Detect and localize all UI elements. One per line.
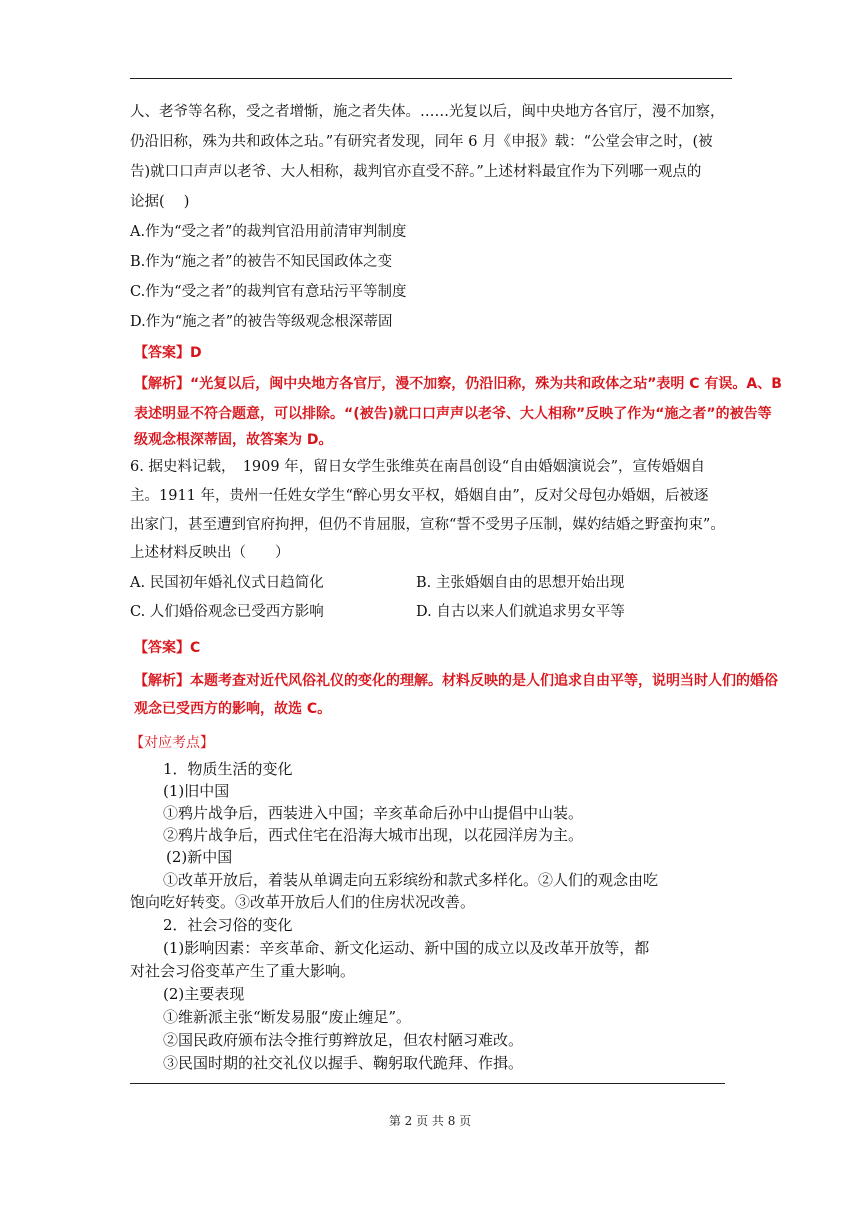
q6-option-b: B. 主张婚姻自由的思想开始出现 bbox=[416, 575, 625, 591]
kaodian-line-11: (2)主要表现 bbox=[163, 985, 245, 1003]
q5-analysis-line-1 bbox=[134, 374, 782, 394]
q6-line-2: 主。1911 年，贵州一任姓女学生“醉心男女平权，婚姻自由”，反对父母包办婚姻，后被逐 bbox=[130, 488, 709, 504]
q5-line-2: 仍沿旧称，殊为共和政体之玷。”有研究者发现，同年 6 月《申报》载：“公堂会审之时，(被 bbox=[130, 134, 713, 150]
header-rule bbox=[130, 78, 732, 79]
kaodian-line-4: ②鸦片战争后，西式住宅在沿海大城市出现，以花园洋房为主。 bbox=[163, 826, 584, 844]
q5-option-b: B.作为“施之者”的被告不知民国政体之变 bbox=[130, 254, 393, 270]
kaodian-line-3: ①鸦片战争后，西装进入中国；辛亥革命后孙中山提倡中山装。 bbox=[163, 804, 584, 822]
kaodian-line-6: ①改革开放后，着装从单调走向五彩缤纷和款式多样化。②人们的观念由吃 bbox=[163, 871, 659, 889]
q5-analysis-label: 【解析】 bbox=[134, 376, 190, 392]
q6-analysis-line-2: 观念已受西方的影响，故选 C。 bbox=[134, 701, 332, 717]
kaodian-line-9: (1)影响因素：辛亥革命、新文化运动、新中国的成立以及改革开放等，都 bbox=[163, 939, 650, 957]
q6-line-4: 上述材料反映出（ ） bbox=[130, 545, 290, 561]
q6-answer-label: 【答案】 bbox=[134, 640, 190, 656]
kaodian-line-12: ①维新派主张“断发易服“废止缠足”。 bbox=[163, 1008, 412, 1026]
kaodian-line-5: (2)新中国 bbox=[166, 848, 233, 866]
q5-analysis-line-2: 表述明显不符合题意，可以排除。“(被告)就口口声声以老爷、大人相称”反映了作为“施之者”的被告等 bbox=[134, 406, 772, 422]
kaodian-line-10: 对社会习俗变革产生了重大影响。 bbox=[130, 962, 356, 980]
q5-line-4: 论据( ) bbox=[130, 194, 190, 210]
q5-answer-value: D bbox=[190, 345, 202, 361]
q6-analysis-label: 【解析】 bbox=[134, 673, 190, 689]
q5-analysis-text-1: “光复以后，闽中央地方各官厅，漫不加察，仍沿旧称，殊为共和政体之玷”表明 C 有误。A、B bbox=[190, 376, 782, 392]
q5-option-d: D.作为“施之者”的被告等级观念根深蒂固 bbox=[130, 314, 393, 330]
footer-rule bbox=[130, 1083, 725, 1084]
q5-line-1: 人、老爷等名称，受之者增惭，施之者失体。……光复以后，闽中央地方各官厅，漫不加察， bbox=[130, 104, 725, 120]
q5-option-a: A.作为“受之者”的裁判官沿用前清审判制度 bbox=[130, 224, 407, 240]
q6-line-3: 出家门，甚至遭到官府拘押，但仍不肯屈服，宣称“誓不受男子压制，媒妁结婚之野蛮拘束”。 bbox=[130, 517, 725, 533]
kaodian-line-14: ③民国时期的社交礼仪以握手、鞠躬取代跪拜、作揖。 bbox=[163, 1054, 524, 1072]
q6-answer bbox=[134, 638, 200, 658]
q6-option-c: C. 人们婚俗观念已受西方影响 bbox=[130, 604, 324, 620]
q5-option-c: C.作为“受之者”的裁判官有意玷污平等制度 bbox=[130, 284, 407, 300]
kaodian-line-2: (1)旧中国 bbox=[163, 782, 230, 800]
q6-analysis-line-1 bbox=[134, 671, 778, 691]
q6-option-a: A. 民国初年婚礼仪式日趋简化 bbox=[130, 575, 324, 591]
q6-option-d: D. 自古以来人们就追求男女平等 bbox=[416, 604, 625, 620]
kaodian-title: 【对应考点】 bbox=[130, 735, 214, 751]
kaodian-line-8: 2．社会习俗的变化 bbox=[163, 916, 293, 934]
q5-answer-label: 【答案】 bbox=[134, 345, 190, 361]
kaodian-line-7: 饱向吃好转变。③改革开放后人们的住房状况改善。 bbox=[130, 893, 476, 911]
q5-analysis-line-3: 级观念根深蒂固，故答案为 D。 bbox=[134, 432, 333, 448]
q6-analysis-text-1: 本题考查对近代风俗礼仪的变化的理解。材料反映的是人们追求自由平等，说明当时人们的婚俗 bbox=[190, 673, 778, 689]
kaodian-line-1: 1．物质生活的变化 bbox=[163, 760, 293, 778]
q6-line-1: 6. 据史料记载， 1909 年，留日女学生张维英在南昌创设“自由婚姻演说会”，宣传婚姻自 bbox=[130, 459, 706, 475]
q6-answer-value: C bbox=[190, 640, 201, 656]
q5-answer bbox=[134, 343, 202, 363]
q5-line-3: 告)就口口声声以老爷、大人相称，裁判官亦直受不辞。”上述材料最宜作为下列哪一观点的 bbox=[130, 164, 702, 180]
kaodian-line-13: ②国民政府颁布法令推行剪辫放足，但农村陋习难改。 bbox=[163, 1031, 524, 1049]
page-footer: 第 2 页 共 8 页 bbox=[388, 1114, 472, 1128]
